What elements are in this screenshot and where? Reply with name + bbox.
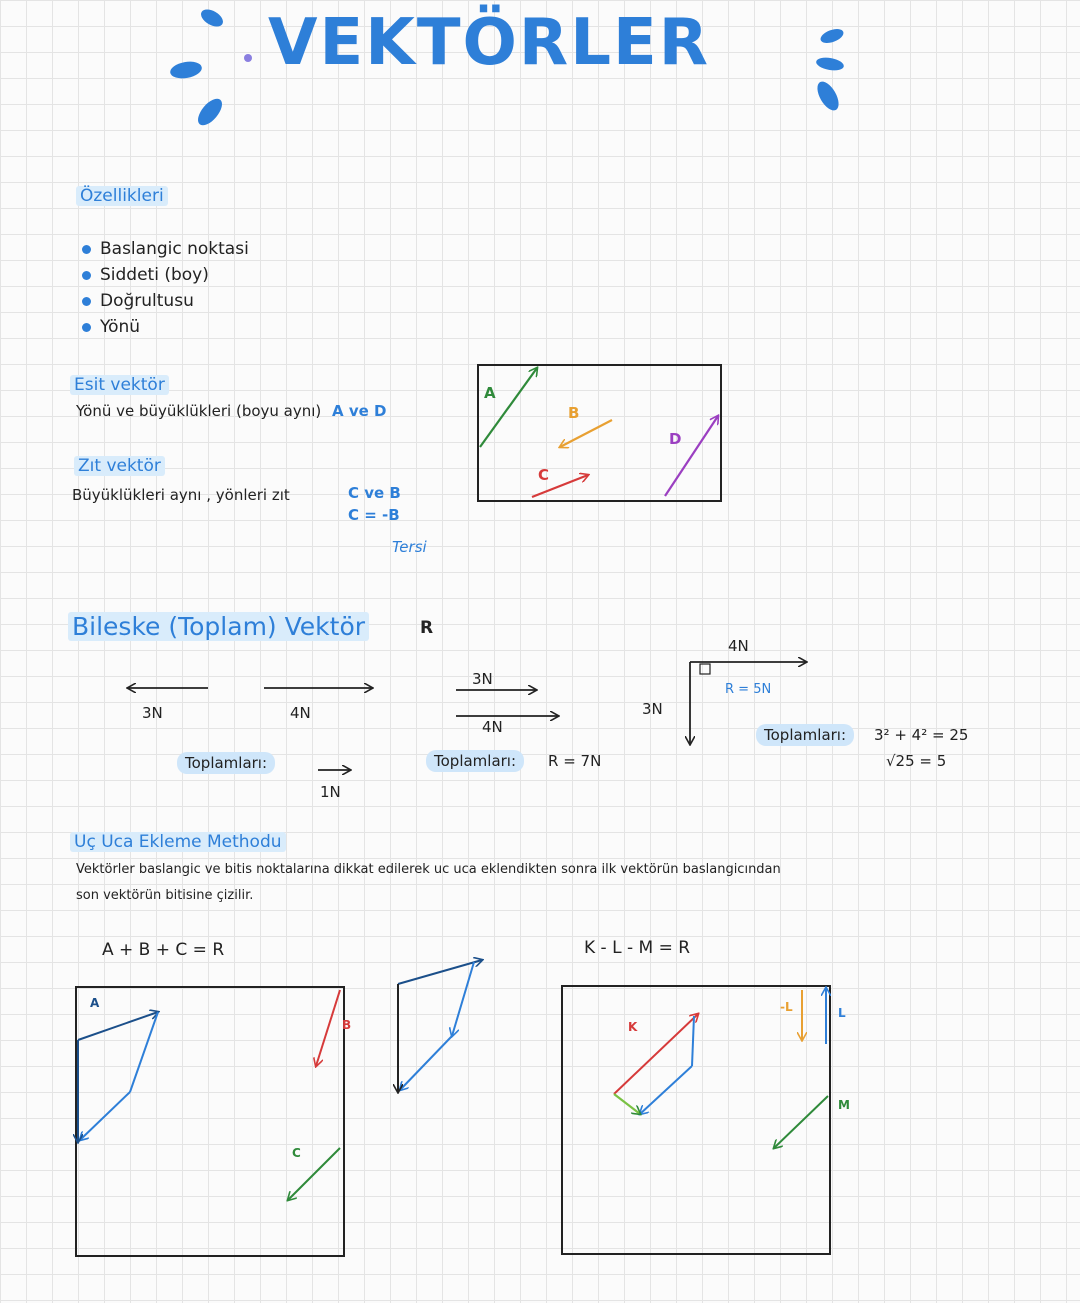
ex2-sum-label: Toplamları: — [426, 750, 524, 772]
vector-label-a: A — [484, 384, 496, 402]
box2-vector-c-path — [80, 1092, 130, 1140]
opposite-rel2: C = -B — [348, 506, 400, 524]
box3-label-minus-l: -L — [780, 1000, 793, 1014]
ex3-formula: 3² + 4² = 25 — [874, 726, 969, 744]
list-item: Doğrultusu — [78, 288, 249, 314]
opposite-vector-heading: Zıt vektör — [74, 456, 165, 476]
box3-label-l: L — [838, 1006, 846, 1020]
method-line-2: son vektörün bitisine çizilir. — [76, 888, 254, 903]
ex1-right-label: 4N — [290, 704, 311, 722]
ex3-root: √25 = 5 — [886, 752, 947, 770]
equal-vector-desc: Yönü ve büyüklükleri (boyu aynı) — [76, 402, 322, 420]
mid-vector-b — [452, 962, 474, 1036]
title-decoration — [169, 6, 845, 129]
properties-heading: Özellikleri — [76, 186, 168, 206]
vector-b — [560, 420, 612, 447]
page-title: VEKTÖRLER — [268, 6, 710, 80]
vector-d — [665, 416, 718, 496]
method-eq-left: A + B + C = R — [102, 940, 225, 960]
box3-label-m: M — [838, 1098, 850, 1112]
box2-vector-c — [288, 1148, 340, 1200]
opposite-note: Tersi — [392, 538, 427, 556]
box2-label-c: C — [292, 1146, 301, 1160]
resultant-symbol: R — [420, 618, 434, 638]
vector-label-b: B — [568, 404, 580, 422]
box2-label-b: B — [342, 1018, 352, 1032]
ex3-vertical-label: 3N — [642, 700, 663, 718]
opposite-rel1: C ve B — [348, 484, 401, 502]
resultant-heading: Bileske (Toplam) Vektör — [68, 612, 369, 641]
list-item: Yönü — [78, 314, 249, 340]
ex3-sum-label: Toplamları: — [756, 724, 854, 746]
method-eq-right: K - L - M = R — [584, 938, 691, 958]
box3-label-k: K — [628, 1020, 638, 1034]
box2-vector-b — [316, 990, 340, 1066]
opposite-vector-text: Büyüklükleri aynı , yönleri zıt — [72, 486, 290, 504]
method-line-1: Vektörler baslangic ve bitis noktalarına dikkat edilerek uc uca eklendikten sonra ilk vektörün baslangicından — [76, 862, 781, 877]
ex3-horizontal-label: 4N — [728, 637, 749, 655]
vector-a — [480, 368, 537, 447]
ex3-r-label: R = 5N — [725, 682, 772, 697]
box3-vector-m — [774, 1096, 828, 1148]
box3-vector-k — [614, 1014, 698, 1094]
ex1-result: 1N — [320, 783, 341, 801]
method-heading: Uç Uca Ekleme Methodu — [70, 832, 286, 852]
box2-label-a: A — [90, 996, 100, 1010]
mid-vector-c — [400, 1036, 452, 1090]
list-item: Baslangic noktasi — [78, 236, 249, 262]
vector-label-c: C — [538, 466, 550, 484]
ex2-top-label: 3N — [472, 670, 493, 688]
vector-label-d: D — [669, 430, 682, 448]
box3-resultant — [614, 1094, 640, 1114]
ex1-left-label: 3N — [142, 704, 163, 722]
equal-vector-example: A ve D — [332, 402, 387, 420]
box2-vector-a — [78, 1012, 158, 1040]
box3-vector-minus-l-path — [692, 1016, 694, 1066]
vector-c — [532, 475, 588, 497]
ex2-bottom-label: 4N — [482, 718, 503, 736]
box3-vector-m-path — [640, 1066, 692, 1114]
list-item: Siddeti (boy) — [78, 262, 249, 288]
box2-vector-b-path — [130, 1012, 158, 1092]
equal-vector-heading: Esit vektör — [70, 375, 169, 395]
ex1-sum-label: Toplamları: — [177, 752, 275, 774]
ex2-result: R = 7N — [548, 752, 602, 770]
ex3-right-angle — [700, 664, 710, 674]
